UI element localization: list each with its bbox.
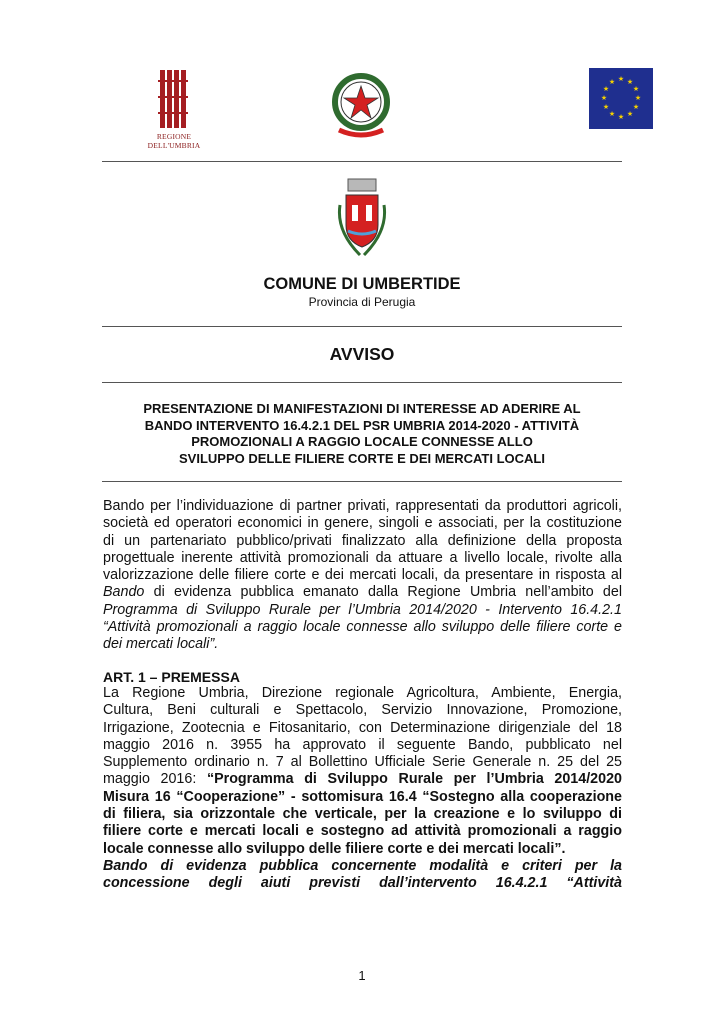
heading-line: PROMOZIONALI A RAGGIO LOCALE CONNESSE ALLO <box>191 434 533 449</box>
svg-text:★: ★ <box>602 103 610 111</box>
article-paragraph <box>103 685 622 893</box>
european-union-flag <box>589 68 653 129</box>
text-line <box>103 806 622 823</box>
text-segment: “Programma di Sviluppo Rurale per l’Umbria 2014/2020 <box>206 771 622 788</box>
comune-umbertide-crest <box>330 175 394 263</box>
text-line <box>103 584 622 601</box>
text-line: Supplemento ordinario n. 7 al Bollettino Ufficiale Serie Generale n. 25 del 25 <box>103 754 622 771</box>
text-line <box>103 636 622 653</box>
text-segment: Bando di evidenza pubblica concernente modalità e criteri per la <box>103 857 622 874</box>
repubblica-italiana-emblem <box>325 66 397 146</box>
text-segment: locale connesse allo sviluppo delle filiere corte e dei mercati locali”. <box>103 840 566 857</box>
text-segment: filiere corte e mercati locali e sostegno ad attività promozionali a raggio <box>103 823 622 840</box>
heading-line: SVILUPPO DELLE FILIERE CORTE E DEI MERCATI LOCALI <box>179 450 545 466</box>
text-segment: Programma di Sviluppo Rurale per l’Umbria 2014/2020 - Intervento 16.4.2.1 <box>103 601 622 618</box>
svg-text:★: ★ <box>602 85 610 93</box>
text-segment: “Attività promozionali a raggio locale connesse allo sviluppo delle filiere corte e <box>103 619 622 636</box>
notice-heading <box>102 401 622 467</box>
divider <box>102 481 622 482</box>
page-title: COMUNE DI UMBERTIDE <box>263 275 461 293</box>
text-line: valorizzazione delle filiere corte e dei mercati locali, da presentare in risposta al <box>103 567 622 584</box>
text-line: Cultura, Beni culturali e Spettacolo, Servizio Innovazione, Promozione, <box>103 702 622 719</box>
svg-text:★: ★ <box>632 85 640 93</box>
svg-text:★: ★ <box>626 110 634 118</box>
text-line <box>103 841 622 858</box>
text-segment: di evidenza pubblica emanato dalla Regione Umbria nell’ambito del <box>144 584 622 601</box>
divider <box>102 161 622 162</box>
svg-text:★: ★ <box>617 75 625 83</box>
bando-word: Bando <box>103 584 145 601</box>
page-subtitle: Provincia di Perugia <box>308 295 416 309</box>
text-segment: Misura 16 “Cooperazione” - sottomisura 16.4 “Sostegno alla cooperazione <box>103 788 622 805</box>
text-line <box>103 875 622 892</box>
avviso-title: AVVISO <box>329 344 395 364</box>
text-segment: concessione degli aiuti previsti dall’intervento 16.4.2.1 “Attività <box>103 875 622 892</box>
umbria-label: REGIONE DELL'UMBRIA <box>147 132 201 150</box>
text-line <box>103 789 622 806</box>
article-heading: ART. 1 – PREMESSA <box>103 669 240 685</box>
divider <box>102 382 622 383</box>
text-segment: maggio 2016: <box>103 771 207 788</box>
svg-text:★: ★ <box>608 110 616 118</box>
text-segment: di filiera, sia orizzontale che verticale, per la creazione e lo sviluppo di <box>103 806 622 823</box>
text-line <box>103 823 622 840</box>
text-line: maggio 2016 n. 3955 ha approvato il seguente Bando, pubblicato nel <box>103 736 622 753</box>
intro-paragraph <box>103 498 622 654</box>
text-segment: dei mercati locali”. <box>103 636 219 653</box>
text-line: Irrigazione, Zootecnia e Fitosanitario, con Determinazione dirigenziale del 18 <box>103 719 622 736</box>
text-line <box>103 858 622 875</box>
svg-text:★: ★ <box>626 78 634 86</box>
svg-text:★: ★ <box>608 78 616 86</box>
text-line: di un partenariato pubblico/privati finalizzato alla definizione della proposta <box>103 532 622 549</box>
text-line <box>103 771 622 788</box>
svg-text:★: ★ <box>600 94 608 102</box>
text-line <box>103 602 622 619</box>
svg-text:★: ★ <box>632 103 640 111</box>
svg-text:★: ★ <box>634 94 642 102</box>
divider <box>102 326 622 327</box>
text-line: società ed operatori economici in genere, singoli e associati, per la costituzione <box>103 515 622 532</box>
heading-line: BANDO INTERVENTO 16.4.2.1 DEL PSR UMBRIA 2014-2020 - ATTIVITÀ <box>144 417 580 433</box>
text-line <box>103 619 622 636</box>
svg-text:★: ★ <box>617 113 625 121</box>
text-line: Bando per l’individuazione di partner privati, rappresentati da produttori agricoli, <box>103 498 622 514</box>
text-line: La Regione Umbria, Direzione regionale Agricoltura, Ambiente, Energia, <box>103 685 622 701</box>
text-line: progettuale inerente attività promozionali da attuare a livello locale, rivolte alla <box>103 549 622 566</box>
heading-line: PRESENTAZIONE DI MANIFESTAZIONI DI INTERESSE AD ADERIRE AL <box>143 401 581 416</box>
page-number: 1 <box>358 968 366 983</box>
